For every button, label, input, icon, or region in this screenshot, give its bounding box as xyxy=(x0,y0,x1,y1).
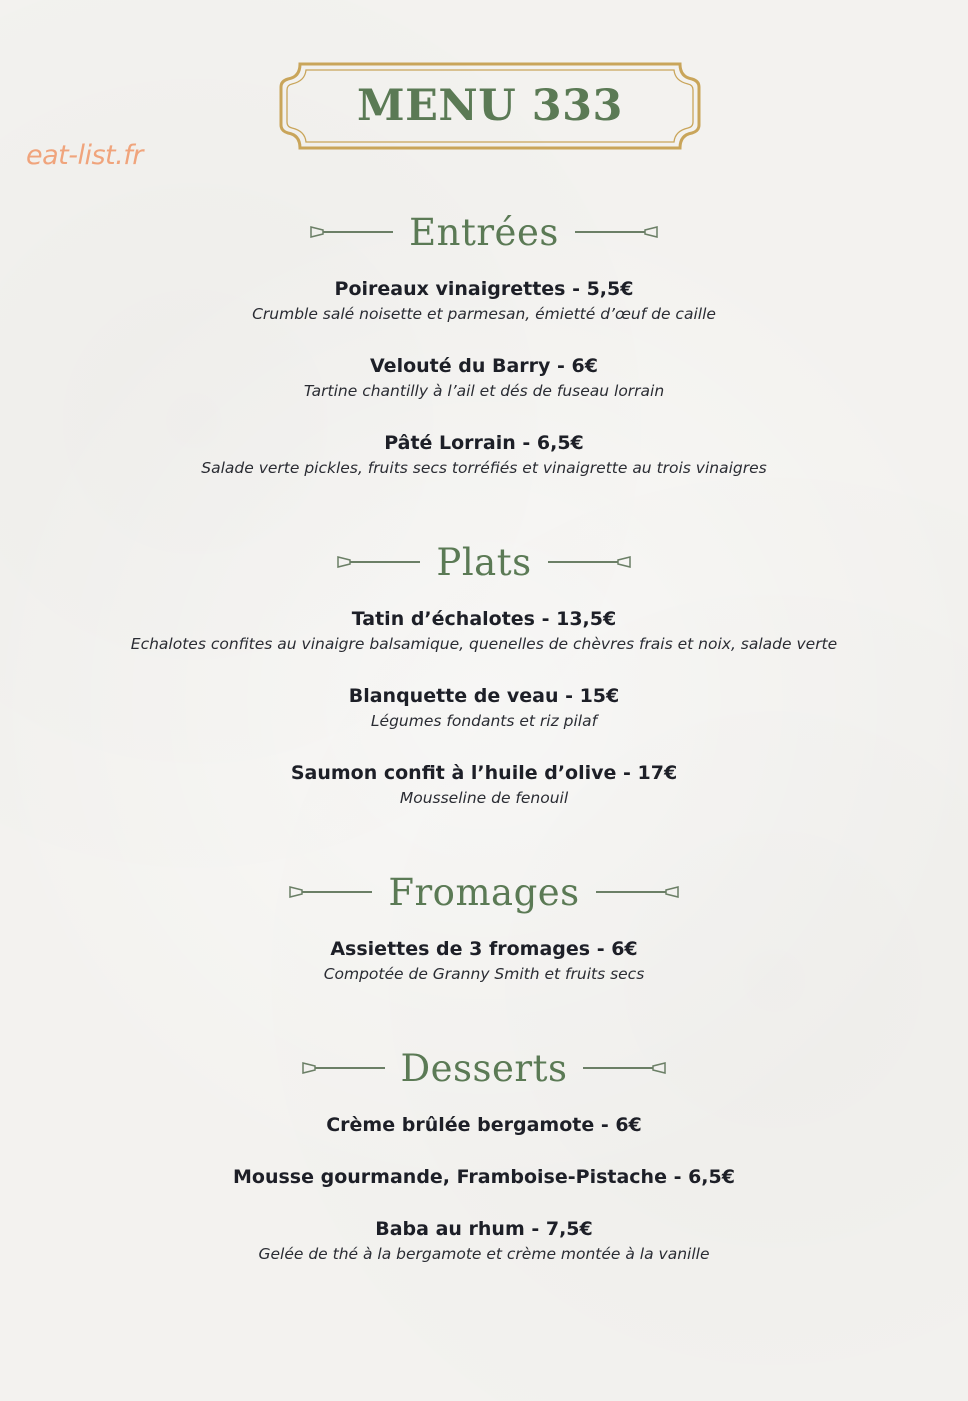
menu-title: MENU 333 xyxy=(357,81,623,131)
menu-item xyxy=(0,354,968,402)
menu-item xyxy=(0,607,968,655)
menu-item xyxy=(0,761,968,809)
menu-item xyxy=(0,684,968,732)
menu-item xyxy=(0,1165,968,1189)
menu-item xyxy=(0,277,968,325)
item-name: Mousse gourmande, Framboise-Pistache - 6,5€ xyxy=(233,1166,735,1188)
menu-item xyxy=(0,1113,968,1137)
section-header-plats xyxy=(0,537,968,587)
menu-item xyxy=(0,431,968,479)
item-description: Gelée de thé à la bergamote et crème montée à la vanille xyxy=(258,1245,710,1263)
item-description: Echalotes confites au vinaigre balsamique, quenelles de chèvres frais et noix, salade verte xyxy=(130,635,838,653)
item-description: Mousseline de fenouil xyxy=(399,789,569,807)
item-name: Baba au rhum - 7,5€ xyxy=(375,1218,593,1240)
item-description: Tartine chantilly à l’ail et dés de fuseau lorrain xyxy=(303,382,665,400)
item-description: Légumes fondants et riz pilaf xyxy=(370,712,598,730)
item-description: Crumble salé noisette et parmesan, émietté d’œuf de caille xyxy=(252,305,716,323)
section-header-fromages xyxy=(0,867,968,917)
menu-item xyxy=(0,937,968,985)
item-name: Velouté du Barry - 6€ xyxy=(370,355,598,377)
item-description: Salade verte pickles, fruits secs torréfiés et vinaigrette au trois vinaigres xyxy=(201,459,767,477)
item-name: Crème brûlée bergamote - 6€ xyxy=(326,1114,642,1136)
watermark: eat-list.fr xyxy=(26,140,143,171)
section-title: Plats xyxy=(436,540,532,584)
item-name: Saumon confit à l’huile d’olive - 17€ xyxy=(290,762,678,784)
section-title: Desserts xyxy=(400,1046,568,1090)
section-title: Entrées xyxy=(409,210,559,254)
section-header-entrees xyxy=(0,207,968,257)
utensil-left-icon xyxy=(336,555,422,569)
item-name: Tatin d’échalotes - 13,5€ xyxy=(351,608,617,630)
utensil-right-icon xyxy=(581,1061,667,1075)
item-name: Pâté Lorrain - 6,5€ xyxy=(384,432,584,454)
section-title: Fromages xyxy=(388,870,580,914)
utensil-left-icon xyxy=(309,225,395,239)
section-header-desserts xyxy=(0,1043,968,1093)
utensil-right-icon xyxy=(573,225,659,239)
utensil-left-icon xyxy=(288,885,374,899)
menu-item xyxy=(0,1217,968,1265)
utensil-left-icon xyxy=(301,1061,387,1075)
utensil-right-icon xyxy=(546,555,632,569)
utensil-right-icon xyxy=(594,885,680,899)
item-name: Poireaux vinaigrettes - 5,5€ xyxy=(334,278,634,300)
item-name: Blanquette de veau - 15€ xyxy=(348,685,620,707)
item-description: Compotée de Granny Smith et fruits secs xyxy=(323,965,645,983)
item-name: Assiettes de 3 fromages - 6€ xyxy=(330,938,638,960)
title-frame xyxy=(278,61,702,151)
